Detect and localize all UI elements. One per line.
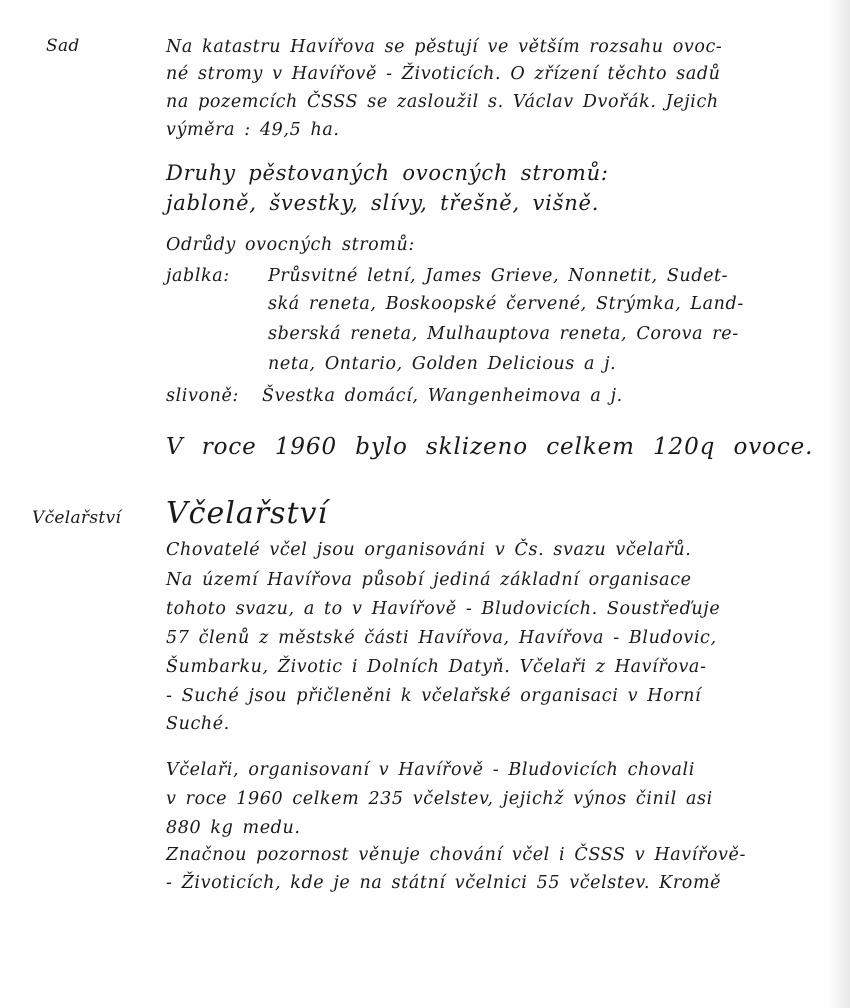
vcelarstvi-p2-line-3: 880 kg medu. [166, 818, 301, 838]
margin-label-vcelarstvi: Včelařství [32, 508, 122, 528]
vcelarstvi-line-1: Chovatelé včel jsou organisováni v Čs. svazu včelařů. [166, 540, 692, 560]
odrudy-title: Odrůdy ovocných stromů: [166, 235, 415, 255]
vcelarstvi-line-3: tohoto svazu, a to v Havířově - Bludovicích. Soustřeďuje [166, 599, 721, 619]
jablka-line-4: neta, Ontario, Golden Delicious a j. [268, 354, 617, 374]
vcelarstvi-line-5: Šumbarku, Životic i Dolních Datyň. Včelaři z Havířova- [166, 657, 707, 677]
vcelarstvi-line-4: 57 členů z městské části Havířova, Havířova - Bludovic, [166, 628, 717, 648]
margin-label-sad: Sad [46, 36, 80, 56]
druhy-title: Druhy pěstovaných ovocných stromů: [166, 161, 609, 185]
slivone-label: slivoně: [166, 386, 239, 406]
harvest-line: V roce 1960 bylo sklizeno celkem 120q ovoce. [166, 434, 814, 460]
jablka-label: jablka: [166, 266, 230, 286]
vcelarstvi-p2-line-1: Včelaři, organisovaní v Havířově - Bludovicích chovali [166, 760, 695, 780]
vcelarstvi-heading: Včelařství [166, 496, 329, 531]
vcelarstvi-line-6: - Suché jsou přičleněni k včelařské organisaci v Horní [166, 686, 702, 706]
druhy-list: jabloně, švestky, slívy, třešně, višně. [166, 191, 600, 215]
vcelarstvi-line-7: Suché. [166, 714, 230, 734]
sad-line-2: né stromy v Havířově - Životicích. O zřízení těchto sadů [166, 64, 721, 84]
vcelarstvi-line-2: Na území Havířova působí jediná základní organisace [166, 570, 692, 590]
jablka-line-3: sberská reneta, Mulhauptova reneta, Corova re- [268, 324, 739, 344]
sad-line-1: Na katastru Havířova se pěstují ve větším rozsahu ovoc- [166, 37, 723, 57]
sad-line-4: výměra : 49,5 ha. [166, 120, 340, 140]
vcelarstvi-p2-line-5: - Životicích, kde je na státní včelnici 55 včelstev. Kromě [166, 873, 722, 893]
slivone-text: Švestka domácí, Wangenheimova a j. [262, 386, 623, 406]
page-edge-shadow [828, 0, 850, 1008]
jablka-line-2: ská reneta, Boskoopské červené, Strýmka, Land- [268, 294, 744, 314]
jablka-line-1: Průsvitné letní, James Grieve, Nonnetit, Sudet- [268, 266, 729, 286]
sad-line-3: na pozemcích ČSSS se zasloužil s. Václav Dvořák. Jejich [166, 92, 719, 112]
vcelarstvi-p2-line-2: v roce 1960 celkem 235 včelstev, jejichž výnos činil asi [166, 789, 713, 809]
vcelarstvi-p2-line-4: Značnou pozornost věnuje chování včel i ČSSS v Havířově- [166, 845, 746, 865]
